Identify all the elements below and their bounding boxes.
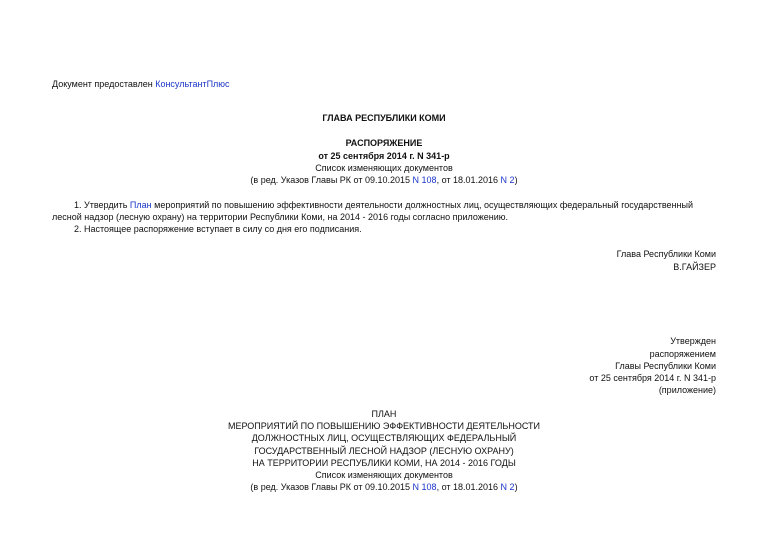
approval-line-4: от 25 сентября 2014 г. N 341-р (589, 373, 716, 383)
plan-changes-text-before: (в ред. Указов Главы РК от 09.10.2015 (250, 482, 413, 492)
plan-title: ПЛАН (371, 409, 397, 419)
authority-heading: ГЛАВА РЕСПУБЛИКИ КОМИ (322, 113, 446, 123)
plan-link[interactable]: План (129, 200, 152, 210)
signature-position: Глава Республики Коми (616, 249, 716, 259)
signature-name: В.ГАЙЗЕР (673, 262, 716, 272)
changes-list-title: Список изменяющих документов (315, 163, 453, 173)
plan-decree-2-link[interactable]: N 2 (500, 482, 515, 492)
plan-changes-list-title: Список изменяющих документов (315, 470, 453, 480)
plan-heading-line-4: НА ТЕРРИТОРИИ РЕСПУБЛИКИ КОМИ, НА 2014 - 2016 ГОДЫ (252, 458, 516, 468)
plan-decree-108-link[interactable]: N 108 (412, 482, 437, 492)
plan-heading-line-1: МЕРОПРИЯТИЙ ПО ПОВЫШЕНИЮ ЭФФЕКТИВНОСТИ ДЕЯТЕЛЬНОСТИ (227, 421, 541, 431)
item-1-prefix: 1. Утвердить (74, 200, 130, 210)
decree-2-link[interactable]: N 2 (500, 175, 515, 185)
plan-changes-text-after: ) (514, 482, 518, 492)
document-type-heading: РАСПОРЯЖЕНИЕ (345, 138, 423, 148)
changes-text-after: ) (514, 175, 518, 185)
plan-heading-line-2: ДОЛЖНОСТНЫХ ЛИЦ, ОСУЩЕСТВЛЯЮЩИХ ФЕДЕРАЛЬНЫЙ (251, 433, 517, 443)
approval-line-3: Главы Республики Коми (615, 361, 716, 371)
plan-changes-list (0, 481, 768, 493)
consultant-plus-link[interactable]: КонсультантПлюс (155, 79, 230, 89)
changes-text-before: (в ред. Указов Главы РК от 09.10.2015 (250, 175, 413, 185)
approval-line-5: (приложение) (658, 385, 716, 395)
item-1-line-1-text: мероприятий по повышению эффективности деятельности должностных лиц, осуществляющих федеральный государственный (151, 200, 694, 210)
approval-line-2: распоряжением (649, 349, 716, 359)
plan-changes-text-middle: , от 18.01.2016 (436, 482, 501, 492)
item-1-line-2: лесной надзор (лесную охрану) на территории Республики Коми, на 2014 - 2016 годы согласно приложению. (52, 212, 509, 222)
provider-prefix: Документ предоставлен (52, 79, 156, 89)
plan-heading-line-3: ГОСУДАРСТВЕННЫЙ ЛЕСНОЙ НАДЗОР (ЛЕСНУЮ ОХРАНУ) (254, 446, 514, 456)
changes-text-middle: , от 18.01.2016 (436, 175, 501, 185)
changes-list (0, 174, 768, 186)
approval-line-1: Утвержден (670, 336, 716, 346)
document-date-number: от 25 сентября 2014 г. N 341-р (318, 151, 450, 161)
item-1-line-1 (74, 199, 693, 211)
decree-108-link[interactable]: N 108 (412, 175, 437, 185)
item-2: 2. Настоящее распоряжение вступает в силу со дня его подписания. (74, 224, 362, 234)
provider-line (52, 78, 230, 90)
